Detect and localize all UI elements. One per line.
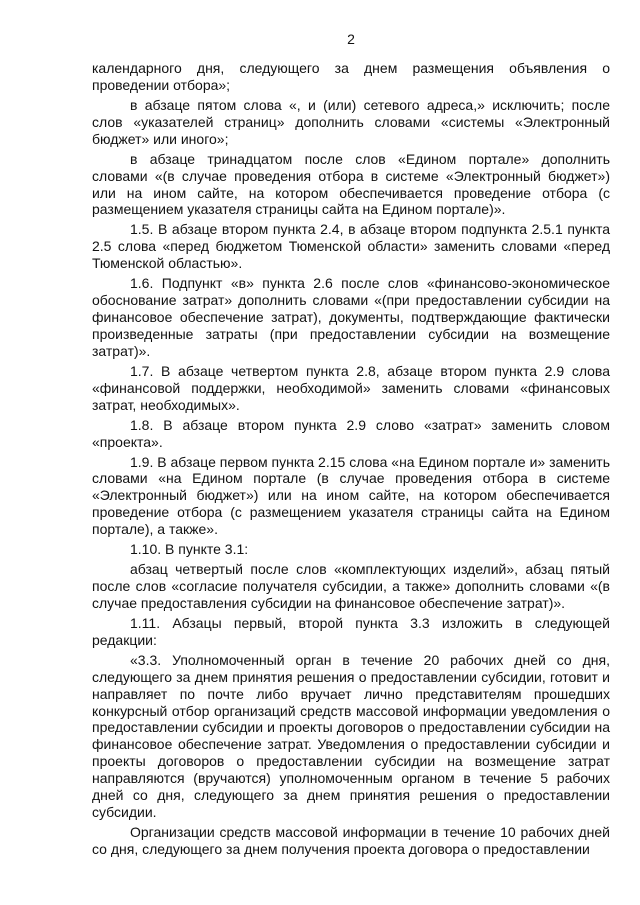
paragraph: 1.6. Подпункт «в» пункта 2.6 после слов «финансово-экономическое обоснование затрат» дополнить словами «(при предоставлении субсидии на финансовое обеспечение затрат), документы, подтверждающие фактически произведенные затраты (при предоставлении субсидии на возмещение затрат)».	[92, 275, 610, 359]
paragraph: 1.11. Абзацы первый, второй пункта 3.3 изложить в следующей редакции:	[92, 615, 610, 648]
page-number: 2	[347, 31, 355, 47]
paragraph: 1.8. В абзаце втором пункта 2.9 слово «затрат» заменить словом «проекта».	[92, 416, 610, 450]
paragraph: 1.10. В пункте 3.1:	[130, 541, 249, 558]
paragraph: «3.3. Уполномоченный орган в течение 20 рабочих дней со дня, следующего за днем принятия решения о предоставлении субсидии, готовит и направляет по почте либо вручает лично представителям прошедших конкурсный отбор организаций средств массовой информации уведомления о предоставлении субсидии и проекты договоров о предоставлении субсидии на финансовое обеспечение затрат. Уведомления о предоставлении субсидии и проекты договоров о предоставлении субсидии на возмещение затрат направляются (вручаются) уполномоченным органом в течение 5 рабочих дней со дня, следующего за днем принятия решения о предоставлении субсидии.	[92, 652, 610, 820]
paragraph: в абзаце пятом слова «, и (или) сетевого адреса,» исключить; после слов «указателей страниц» дополнить словами «системы «Электронный бюджет» или иного»;	[92, 96, 610, 147]
paragraph: абзац четвертый после слов «комплектующих изделий», абзац пятый после слов «согласие получателя субсидии, а также» дополнить словами «(в случае предоставления субсидии на финансовое обеспечение затрат)».	[92, 561, 610, 611]
paragraph: календарного дня, следующего за днем размещения объявления о проведении отбора»;	[92, 60, 610, 93]
paragraph: 1.5. В абзаце втором пункта 2.4, в абзаце втором подпункта 2.5.1 пункта 2.5 слова «перед бюджетом Тюменской области» заменить словами «перед Тюменской областью».	[92, 221, 610, 272]
paragraph: 1.9. В абзаце первом пункта 2.15 слова «на Едином портале и» заменить словами «на Едином портале (в случае проведения отбора в системе «Электронный бюджет») или на ином сайте, на котором обеспечивается проведение отбора (с размещением указателя страницы сайта на Едином портале), а также».	[92, 453, 610, 538]
paragraph: в абзаце тринадцатом после слов «Едином портале» дополнить словами «(в случае проведения отбора в системе «Электронный бюджет») или на ином сайте, на котором обеспечивается проведение отбора (с размещением указателя страницы сайта на Едином портале)».	[92, 150, 610, 218]
paragraph: 1.7. В абзаце четвертом пункта 2.8, абзаце втором пункта 2.9 слова «финансовой поддержки, необходимой» заменить словами «финансовых затрат, необходимых».	[92, 362, 610, 413]
document-body	[92, 60, 610, 861]
paragraph: Организации средств массовой информации в течение 10 рабочих дней со дня, следующего за днем получения проекта договора о предоставлении	[92, 823, 610, 857]
